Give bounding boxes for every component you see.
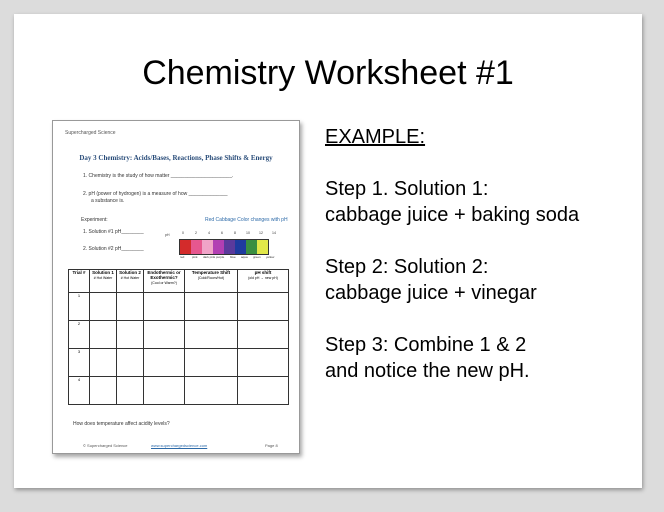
ph-swatch (224, 240, 235, 254)
slide-title: Chemistry Worksheet #1 (142, 54, 514, 92)
ph-number: 10 (246, 231, 250, 235)
ph-swatch (180, 240, 191, 254)
ph-color-name: purple (216, 255, 225, 259)
step-2 (325, 254, 579, 306)
step-1-line-1: Step 1. Solution 1: (325, 178, 489, 200)
trial-number: 1 (69, 293, 90, 321)
trial-number: 4 (69, 377, 90, 405)
step-2-line-2: cabbage juice + vinegar (325, 282, 537, 304)
table-header: Solution 1 # Hot Water (90, 270, 117, 293)
table-header: Temperature Shift (Cold/Room/Hot) (185, 270, 238, 293)
step-3 (325, 332, 579, 384)
ph-swatch (235, 240, 246, 254)
ph-label: pH (165, 233, 170, 237)
ph-number: 8 (234, 231, 236, 235)
table-row (69, 349, 289, 377)
ph-swatch (257, 240, 268, 254)
table-header-row (69, 270, 289, 293)
trial-number: 2 (69, 321, 90, 349)
worksheet-table (68, 269, 289, 405)
worksheet-footer-link: www.superchargedscience.com (151, 443, 208, 448)
table-header: Trial # (69, 270, 90, 293)
ph-color-name: green (253, 255, 261, 259)
ph-color-name: red (180, 255, 185, 259)
table-row (69, 321, 289, 349)
ph-swatch (213, 240, 224, 254)
step-3-line-2: and notice the new pH. (325, 360, 530, 382)
ph-number: 6 (221, 231, 223, 235)
ph-color-name: yellow (266, 255, 275, 259)
table-row (69, 377, 289, 405)
ph-color-name: pink (192, 255, 198, 259)
worksheet-question-1: 1. Chemistry is the study of how matter ______________________. (83, 173, 234, 179)
ph-color-name: aqua (241, 255, 248, 259)
worksheet-solution-1: 1. Solution #1 pH________ (83, 229, 144, 235)
worksheet-footer-page: Page 8 (265, 443, 278, 448)
step-1-line-2: cabbage juice + baking soda (325, 204, 580, 226)
ph-number: 2 (195, 231, 197, 235)
steps-text (325, 124, 579, 384)
table-header: Endothermic or Exothermic? (Cool or Warm?) (144, 270, 185, 293)
worksheet-question-2-cont: a substance is. (91, 198, 125, 204)
ph-color-name: blue (230, 255, 236, 259)
ph-number: 14 (272, 231, 276, 235)
table-row (69, 293, 289, 321)
worksheet-brand: Supercharged Science (65, 130, 116, 136)
ph-number: 4 (208, 231, 210, 235)
table-header: Solution 2 # Hot Water (117, 270, 144, 293)
worksheet-solution-2: 2. Solution #2 pH________ (83, 246, 144, 252)
ph-swatch (246, 240, 257, 254)
ph-number: 0 (182, 231, 184, 235)
worksheet-heading: Day 3 Chemistry: Acids/Bases, Reactions, Phase Shifts & Energy (79, 154, 273, 162)
worksheet-experiment-label: Experiment: (81, 217, 108, 223)
worksheet-question-2: 2. pH (power of hydrogen) is a measure of how ______________ (83, 191, 228, 197)
example-heading: EXAMPLE: (325, 126, 426, 148)
trial-number: 3 (69, 349, 90, 377)
step-2-line-1: Step 2: Solution 2: (325, 256, 489, 278)
table-header: pH shift (old pH → new pH) (238, 270, 289, 293)
step-1 (325, 176, 579, 228)
worksheet-footer-copyright: © Supercharged Science (83, 443, 128, 448)
ph-swatch (202, 240, 213, 254)
ph-color-scale (179, 239, 269, 255)
ph-color-name: dark pink (203, 255, 216, 259)
worksheet-image (52, 120, 300, 454)
worksheet-final-question: How does temperature affect acidity levels? (73, 421, 170, 427)
step-3-line-1: Step 3: Combine 1 & 2 (325, 334, 527, 356)
slide (14, 14, 642, 488)
cabbage-chart-title: Red Cabbage Color changes with pH (205, 217, 288, 223)
ph-swatch (191, 240, 202, 254)
ph-number: 12 (259, 231, 263, 235)
